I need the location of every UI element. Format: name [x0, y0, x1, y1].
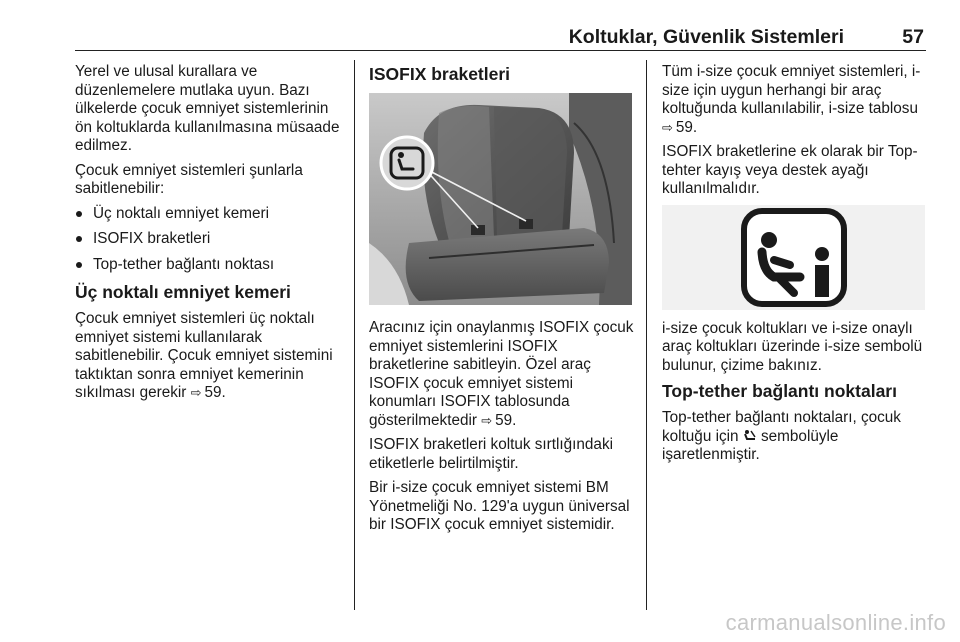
page-header — [75, 24, 926, 51]
section-heading: ISOFIX braketleri — [369, 64, 511, 84]
car-seat-illustration — [369, 93, 632, 305]
paragraph — [662, 63, 932, 137]
list-item: Top-tether bağlantı noktası — [75, 256, 347, 275]
column-divider — [646, 60, 647, 610]
paragraph: i-size çocuk koltukları ve i-size onaylı araç koltukları üzerinde i-size sembolü bulunur, çizime bakınız. — [662, 319, 923, 374]
paragraph-text: Çocuk emniyet sistemleri üç noktalı emniyet sistemi kullanılarak sabitlenebilir. Çocuk emniyet sistemini taktıktan sonra emniyet kemerinin sıkılması gerekir — [75, 310, 333, 401]
column-right — [662, 63, 932, 471]
isofix-bracket-photo — [369, 93, 632, 305]
bullet-list — [75, 205, 347, 275]
paragraph: Çocuk emniyet sistemleri şunlarla sabitlenebilir: — [75, 161, 303, 197]
section-title: Koltuklar, Güvenlik Sistemleri — [568, 26, 844, 48]
paragraph-text: Tüm i-size çocuk emniyet sistemleri, i-size için uygun herhangi bir araç koltuğunda kullanılabilir, i-size tablosu — [662, 63, 921, 117]
list-item: ISOFIX braketleri — [75, 230, 347, 249]
arrow-ref-icon: ⇨ — [190, 385, 202, 400]
i-size-symbol-figure — [662, 205, 925, 310]
paragraph: ISOFIX braketleri koltuk sırtlığındaki etiketlerle belirtilmiştir. — [369, 436, 613, 472]
section-heading: Üç noktalı emniyet kemeri — [75, 282, 291, 302]
top-tether-icon — [743, 428, 757, 445]
paragraph-text: Top-tether bağlantı noktaları, çocuk koltuğu için — [662, 409, 901, 445]
paragraph: Yerel ve ulusal kurallara ve düzenlemelere mutlaka uyun. Bazı ülkelerde çocuk emniyet sistemlerinin ön koltuklarda kullanılmasına müsaade edilmez. — [75, 63, 340, 154]
arrow-ref-icon: ⇨ — [662, 119, 673, 135]
page-reference: 59. — [204, 384, 226, 401]
section-heading: Top-tether bağlantı noktaları — [662, 381, 897, 401]
paragraph — [662, 409, 932, 465]
column-left — [75, 63, 347, 409]
page-number: 57 — [902, 26, 924, 48]
page-reference: 59. — [495, 411, 517, 429]
paragraph — [75, 310, 347, 403]
paragraph-text: sembolüyle işaretlenmiştir. — [662, 427, 839, 463]
watermark: carmanualsonline.info — [725, 610, 946, 635]
i-size-symbol-icon — [662, 205, 925, 310]
paragraph — [369, 319, 637, 430]
isofix-symbol-icon — [381, 137, 433, 189]
column-middle — [369, 64, 637, 541]
paragraph: ISOFIX braketlerine ek olarak bir Top-tehter kayış veya destek ayağı kullanılmalıdır. — [662, 143, 918, 197]
paragraph-text: Aracınız için onaylanmış ISOFIX çocuk emniyet sistemlerini ISOFIX braketlerine sabitleyin. Özel araç ISOFIX çocuk emniyet sistemi konumları ISOFIX tablosunda gösterilmektedir — [369, 319, 634, 429]
arrow-ref-icon: ⇨ — [481, 412, 493, 428]
column-divider — [354, 60, 355, 610]
paragraph: Bir i-size çocuk emniyet sistemi BM Yönetmeliği No. 129'a uygun üniversal bir ISOFIX çocuk emniyet sistemidir. — [369, 479, 630, 533]
page-reference: 59. — [675, 118, 698, 136]
list-item: Üç noktalı emniyet kemeri — [75, 205, 347, 224]
